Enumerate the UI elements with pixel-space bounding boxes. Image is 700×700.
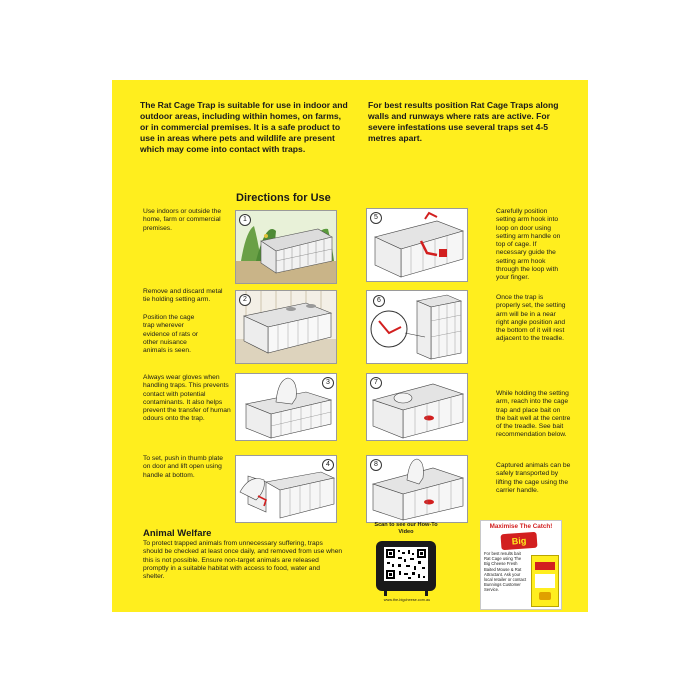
big-cheese-logo: Big [500, 532, 537, 550]
step-5-number: 5 [370, 212, 382, 224]
step-7-number: 7 [370, 377, 382, 389]
step-8-illustration [366, 455, 468, 523]
step-6-text: Once the trap is properly set, the setting arm will be in a near right angle position and the bottom of it will rest adjacent to the treadle. [496, 294, 566, 343]
step-4-text: To set, push in thumb plate on door and lift open using handle at bottom. [143, 455, 223, 479]
step-6-illustration [366, 290, 468, 364]
step-7-illustration [366, 373, 468, 441]
step-5-illustration [366, 208, 468, 282]
step-2b-text: Position the cage trap wherever evidence of rats or other nuisance animals is seen. [143, 314, 199, 355]
promo-title: Maximise The Catch! [489, 523, 553, 530]
step-1-number: 1 [239, 214, 251, 226]
attractant-pack-icon [531, 555, 559, 607]
intro-right: For best results position Rat Cage Traps along walls and runways where rats are active. For severe infestations use several traps set 4-5 metres apart. [368, 100, 559, 143]
welfare-title: Animal Welfare [143, 528, 212, 539]
tv-leg-left [384, 591, 387, 596]
step-6-number: 6 [373, 295, 385, 307]
step-3-number: 3 [322, 377, 334, 389]
qr-code-icon [384, 547, 428, 581]
qr-label: Scan to see our How-To Video [374, 522, 438, 535]
welfare-text: To protect trapped animals from unnecessary suffering, traps should be checked at least once daily, and removed from use when this is not possible. Ensure non-target animals are released promptly in a suitable habitat with access to food, water and shelter. [143, 540, 343, 581]
step-2-number: 2 [239, 294, 251, 306]
website-url: www.the-bigcheese.com.au [383, 598, 431, 602]
promo-box [480, 520, 562, 610]
intro-left: The Rat Cage Trap is suitable for use in indoor and outdoor areas, including within homes, on farms, or in commercial premises. It is a safe product to use in areas where pets and wildlife are present which may come into contact with traps. [140, 100, 348, 154]
step-1-text: Use indoors or outside the home, farm or commercial premises. [143, 208, 222, 232]
step-2-illustration [235, 290, 337, 364]
step-8-text: Captured animals can be safely transported by lifting the cage using the carrier handle. [496, 462, 571, 494]
promo-text: For best results bait Rat Cage using The Big Cheese Fresh Baited Mouse & Rat Attractant. Ask your local retailer or contact Bunnings Customer Service. [484, 551, 527, 593]
step-8-number: 8 [370, 459, 382, 471]
step-7-text: While holding the setting arm, reach into the cage trap and place bait on the bait well at the centre of the treadle. See bait recommendation below. [496, 390, 571, 439]
tv-qr-frame [376, 541, 436, 591]
step-1-illustration [235, 210, 337, 284]
directions-title: Directions for Use [236, 192, 331, 204]
step-2-text: Remove and discard metal tie holding setting arm. [143, 288, 223, 304]
step-4-number: 4 [322, 459, 334, 471]
step-4-illustration [235, 455, 337, 523]
step-3-text: Always wear gloves when handling traps. This prevents contact with potential contaminants. It also helps prevent the transfer of human odours onto the trap. [143, 374, 231, 423]
step-5-text: Carefully position setting arm hook into loop on door using setting arm handle on top of cage. If necessary guide the setting arm hook through the loop with your finger. [496, 208, 561, 282]
tv-leg-right [425, 591, 428, 596]
step-3-illustration [235, 373, 337, 441]
